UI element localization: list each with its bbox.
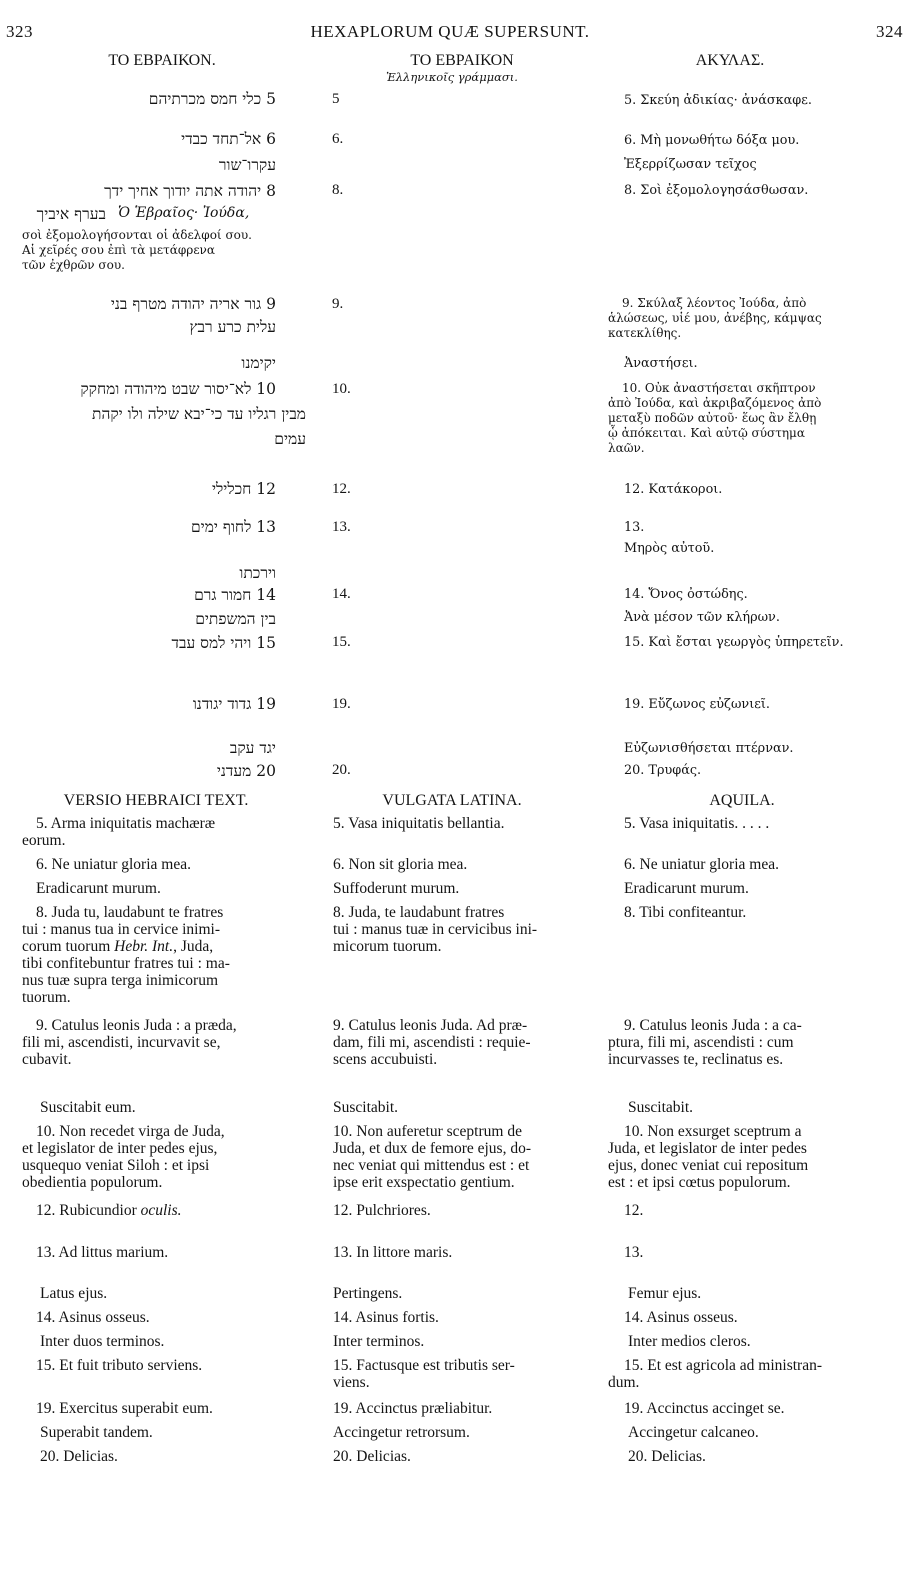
latin-line: cubavit. [22, 1051, 72, 1068]
latin-line: dum. [608, 1374, 640, 1391]
verse-number: 19. [332, 696, 351, 712]
versio-verse-5 [22, 815, 307, 849]
hebrew-line: 14 חמור גרם [194, 586, 276, 604]
aquila-latin-verse-20: 20. Delicias. [628, 1448, 706, 1465]
latin-line: 15. Et est agricola ad ministran- [624, 1357, 822, 1374]
vulgata-verse-13b: Pertingens. [333, 1285, 403, 1302]
aquila-greek-line: 19. Εὔζωνος εὐζωνιεῖ. [624, 697, 770, 712]
aquila-greek-line: 10. Οὐκ ἀναστήσεται σκῆπτρον [622, 381, 816, 395]
hebrew-interpreter-abbrev: Hebr. Int. [114, 938, 174, 955]
aquila-latin-verse-19b: Accingetur calcaneo. [628, 1424, 759, 1441]
aquila-greek-line: 12. Κατάκοροι. [624, 482, 723, 497]
latin-line: ipse erit exspectatio gentium. [333, 1174, 515, 1191]
hebrew-column-title: ΤΟ ΕΒΡΑΙΚΟΝ. [108, 52, 216, 69]
latin-line: nec veniat qui mittendus est : et [333, 1157, 530, 1174]
verse-number: 15. [332, 634, 351, 650]
page-number-left: 323 [6, 22, 33, 41]
greek-line: τῶν ἐχθρῶν σου. [22, 258, 125, 272]
latin-italic: oculis. [140, 1202, 182, 1219]
transliteration-column-subtitle: Ἑλληνικοῖς γράμμασι. [386, 70, 518, 84]
aquila-latin-verse-14: 14. Asinus osseus. [624, 1309, 738, 1326]
latin-line: 10. Non recedet virga de Juda, [36, 1123, 225, 1140]
hebrew-line: 9 גור אריה יהודה מטרף בני [110, 295, 276, 313]
versio-verse-14b: Inter duos terminos. [40, 1333, 165, 1350]
latin-line: tibi confitebuntur fratres tui : ma- [22, 955, 230, 972]
versio-verse-19: 19. Exercitus superabit eum. [36, 1400, 213, 1417]
verse-number: 6. [332, 131, 344, 147]
latin-text: 12. Rubicundior [36, 1202, 137, 1219]
vulgata-verse-6b: Suffoderunt murum. [333, 880, 460, 897]
aquila-latin-verse-9b: Suscitabit. [628, 1099, 694, 1116]
hebrew-line: 5 כלי חמס מכרתיהם [148, 90, 276, 108]
latin-line: ptura, fili mi, ascendisti : cum [608, 1034, 794, 1051]
latin-line: Juda, et legislator de inter pedes [608, 1140, 807, 1157]
latin-line: eorum. [22, 832, 66, 849]
aquila-greek-line: 20. Τρυφάς. [624, 763, 702, 778]
versio-verse-19b: Superabit tandem. [40, 1424, 153, 1441]
latin-line: et legislator de inter pedes ejus, [22, 1140, 218, 1157]
verse-number: 20. [332, 762, 351, 778]
hebrew-line: 15 ויהי למס עבד [171, 634, 276, 652]
aquila-latin-verse-14b: Inter medios cleros. [628, 1333, 751, 1350]
hebrew-line: 20 מעדני [216, 762, 276, 780]
verse-number: 14. [332, 586, 351, 602]
vulgata-verse-15 [333, 1357, 598, 1391]
hebrew-line: 8 יהודה אתה יודוך אחיך ידך [104, 182, 276, 200]
verse-number: 10. [332, 381, 351, 397]
versio-verse-6: 6. Ne uniatur gloria mea. [36, 856, 191, 873]
aquila-greek-line: Μηρὸς αὐτοῦ. [624, 541, 715, 556]
latin-line: usquequo veniat Siloh : et ipsi [22, 1157, 210, 1174]
aquila-greek-line: ἁλώσεως, υἱέ μου, ἀνέβης, κάμψας [608, 311, 822, 325]
hebrew-verse-8-mixed-line [22, 203, 292, 225]
versio-verse-8 [22, 904, 307, 1006]
verse-number: 12. [332, 481, 351, 497]
aquila-latin-verse-6b: Eradicarunt murum. [624, 880, 749, 897]
verse-number: 8. [332, 182, 344, 198]
running-title: HEXAPLORUM QUÆ SUPERSUNT. [310, 22, 590, 41]
aquila-greek-line: 15. Καὶ ἔσται γεωργὸς ὑπηρετεῖν. [624, 635, 844, 650]
aquila-greek-line: Ἀναστήσει. [624, 356, 698, 371]
versio-verse-13: 13. Ad littus marium. [36, 1244, 169, 1261]
hebrew-line: מבין רגליו עד כי־יבא שילה ולו יקהת [92, 405, 306, 423]
latin-line: 10. Non exsurget sceptrum a [624, 1123, 802, 1140]
aquila-greek-line: λαῶν. [608, 441, 645, 455]
aquila-greek-line: ἀπὸ Ἰούδα, καὶ ἀκριβαζόμενος ἀπὸ [608, 396, 822, 410]
aquila-greek-line: 5. Σκεύη ἀδικίας· ἀνάσκαφε. [624, 93, 812, 108]
vulgata-verse-10 [333, 1123, 598, 1191]
page-number-right: 324 [876, 22, 903, 41]
latin-line: est : et ipsi cœtus populorum. [608, 1174, 791, 1191]
aquila-latin-verse-8: 8. Tibi confiteantur. [624, 904, 747, 921]
hebrew-line: 6 אל־תחד כבדי [181, 130, 276, 148]
latin-line: Juda, et dux de femore ejus, do- [333, 1140, 531, 1157]
latin-line: 15. Factusque est tributis ser- [333, 1357, 515, 1374]
transliteration-column-title: ΤΟ ΕΒΡΑΙΚΟΝ [410, 52, 514, 69]
vulgata-verse-12: 12. Pulchriores. [333, 1202, 431, 1219]
latin-line: 10. Non auferetur sceptrum de [333, 1123, 522, 1140]
vulgata-verse-14b: Inter terminos. [333, 1333, 425, 1350]
versio-verse-10 [22, 1123, 307, 1191]
latin-line: tuorum. [22, 989, 71, 1006]
vulgata-verse-19b: Accingetur retrorsum. [333, 1424, 470, 1441]
hebrew-line: יקימנו [241, 354, 276, 372]
aquila-greek-line: Ἐξερρίζωσαν τεῖχος [624, 157, 757, 172]
latin-line: scens accubuisti. [333, 1051, 438, 1068]
hebrew-line: וירכתו [239, 564, 276, 582]
hebrew-line: 12 חכלילי [211, 480, 276, 498]
latin-text: , Juda, [173, 938, 214, 955]
aquila-greek-verse-9 [608, 296, 898, 341]
aquila-greek-line: ᾧ ἀπόκειται. Καὶ αὐτῷ σύστημα [608, 426, 805, 440]
versio-verse-6b: Eradicarunt murum. [36, 880, 161, 897]
aquila-greek-column-title: ΑΚΥΛΑΣ. [695, 52, 765, 69]
aquila-greek-line: μεταξὺ ποδῶν αὐτοῦ· ἕως ἂν ἔλθῃ [608, 411, 817, 425]
aquila-latin-verse-15 [608, 1357, 898, 1391]
vulgata-verse-6: 6. Non sit gloria mea. [333, 856, 468, 873]
latin-line: tui : manus tuæ in cervicibus ini- [333, 921, 538, 938]
aquila-latin-verse-10 [608, 1123, 898, 1191]
vulgata-verse-5: 5. Vasa iniquitatis bellantia. [333, 815, 505, 832]
hebrew-line: 10 לא־יסור שבט מיהודה ומחקק [80, 380, 276, 398]
aquila-latin-verse-12: 12. [624, 1202, 644, 1219]
aquila-latin-verse-6: 6. Ne uniatur gloria mea. [624, 856, 779, 873]
greek-line: Αἱ χεῖρές σου ἐπὶ τὰ μετάφρενα [22, 243, 215, 257]
aquila-latin-verse-13b: Femur ejus. [628, 1285, 702, 1302]
aquila-greek-verse-10 [608, 381, 898, 456]
verse-number: 13. [332, 519, 351, 535]
aquila-greek-line: 8. Σοὶ ἐξομολογησάσθωσαν. [624, 183, 809, 198]
latin-line: nus tuæ supra terga inimicorum [22, 972, 219, 989]
vulgata-title: VULGATA LATINA. [382, 792, 522, 809]
latin-line: 8. Juda, te laudabunt fratres [333, 904, 505, 921]
latin-line: tui : manus tua in cervice inimi- [22, 921, 221, 938]
latin-text: corum tuorum [22, 938, 111, 955]
versio-verse-14: 14. Asinus osseus. [36, 1309, 150, 1326]
latin-line: obedientia populorum. [22, 1174, 163, 1191]
vulgata-verse-9b: Suscitabit. [333, 1099, 399, 1116]
latin-line: viens. [333, 1374, 370, 1391]
latin-line: fili mi, ascendisti, incurvavit se, [22, 1034, 221, 1051]
greek-line: σοὶ ἐξομολογήσονται οἱ ἀδελφοί σου. [22, 228, 252, 242]
aquila-greek-line: Εὐζωνισθήσεται πτέρναν. [624, 741, 794, 756]
verse-number: 5 [332, 91, 340, 107]
aquila-greek-line: 14. Ὄνος ὀστώδης. [624, 587, 748, 602]
hebrew-line: עמים [274, 430, 306, 448]
hebrew-line: 13 לחוף ימים [191, 518, 276, 536]
verse-number: 9. [332, 296, 344, 312]
aquila-latin-verse-19: 19. Accinctus accinget se. [624, 1400, 785, 1417]
latin-line: ejus, donec veniat cui repositum [608, 1157, 809, 1174]
hebrew-line: בערף איביך [36, 205, 106, 223]
aquila-greek-line: 9. Σκύλαξ λέοντος Ἰούδα, ἀπὸ [622, 296, 807, 310]
aquila-latin-title: AQUILA. [709, 792, 775, 809]
versio-verse-9 [22, 1017, 307, 1068]
versio-verse-13b: Latus ejus. [40, 1285, 108, 1302]
latin-line [22, 938, 307, 955]
hebrew-line: עקרו־שור [218, 156, 276, 174]
aquila-latin-verse-13: 13. [624, 1244, 644, 1261]
greek-attribution: Ὁ Ἑβραῖος· Ἰούδα, [118, 205, 250, 221]
vulgata-verse-20: 20. Delicias. [333, 1448, 411, 1465]
aquila-greek-line: 13. [624, 520, 645, 535]
hebrew-line: עלית כרע רבץ [189, 318, 276, 336]
vulgata-verse-13: 13. In littore maris. [333, 1244, 453, 1261]
latin-line: 8. Juda tu, laudabunt te fratres [36, 904, 224, 921]
hebrew-line: בין המשפתים [195, 610, 276, 628]
latin-line: micorum tuorum. [333, 938, 442, 955]
latin-line: 5. Arma iniquitatis machæræ [36, 815, 216, 832]
latin-line: 9. Catulus leonis Juda : a ca- [624, 1017, 802, 1034]
latin-line: 9. Catulus leonis Juda : a præda, [36, 1017, 237, 1034]
aquila-greek-line: κατεκλίθης. [608, 326, 682, 340]
versio-verse-9b: Suscitabit eum. [40, 1099, 136, 1116]
hebrew-line: יגד עקב [229, 739, 276, 757]
latin-hebrew-version-title: VERSIO HEBRAICI TEXT. [63, 792, 249, 809]
vulgata-verse-19: 19. Accinctus præliabitur. [333, 1400, 493, 1417]
hebrew-verse-8-greek-note [22, 228, 292, 273]
aquila-greek-line: Ἀνὰ μέσον τῶν κλήρων. [624, 610, 780, 625]
versio-verse-12 [36, 1202, 182, 1219]
vulgata-verse-9 [333, 1017, 598, 1068]
latin-line: dam, fili mi, ascendisti : requie- [333, 1034, 531, 1051]
aquila-latin-verse-9 [608, 1017, 898, 1068]
latin-line: 9. Catulus leonis Juda. Ad præ- [333, 1017, 528, 1034]
hebrew-line: 19 גדוד יגודנו [192, 695, 276, 713]
vulgata-verse-14: 14. Asinus fortis. [333, 1309, 439, 1326]
latin-line: incurvasses te, reclinatus es. [608, 1051, 784, 1068]
versio-verse-20: 20. Delicias. [40, 1448, 118, 1465]
vulgata-verse-8 [333, 904, 598, 955]
versio-verse-15: 15. Et fuit tributo serviens. [36, 1357, 203, 1374]
aquila-greek-line: 6. Μὴ μονωθήτω δόξα μου. [624, 133, 800, 148]
aquila-latin-verse-5: 5. Vasa iniquitatis. . . . . [624, 815, 770, 832]
